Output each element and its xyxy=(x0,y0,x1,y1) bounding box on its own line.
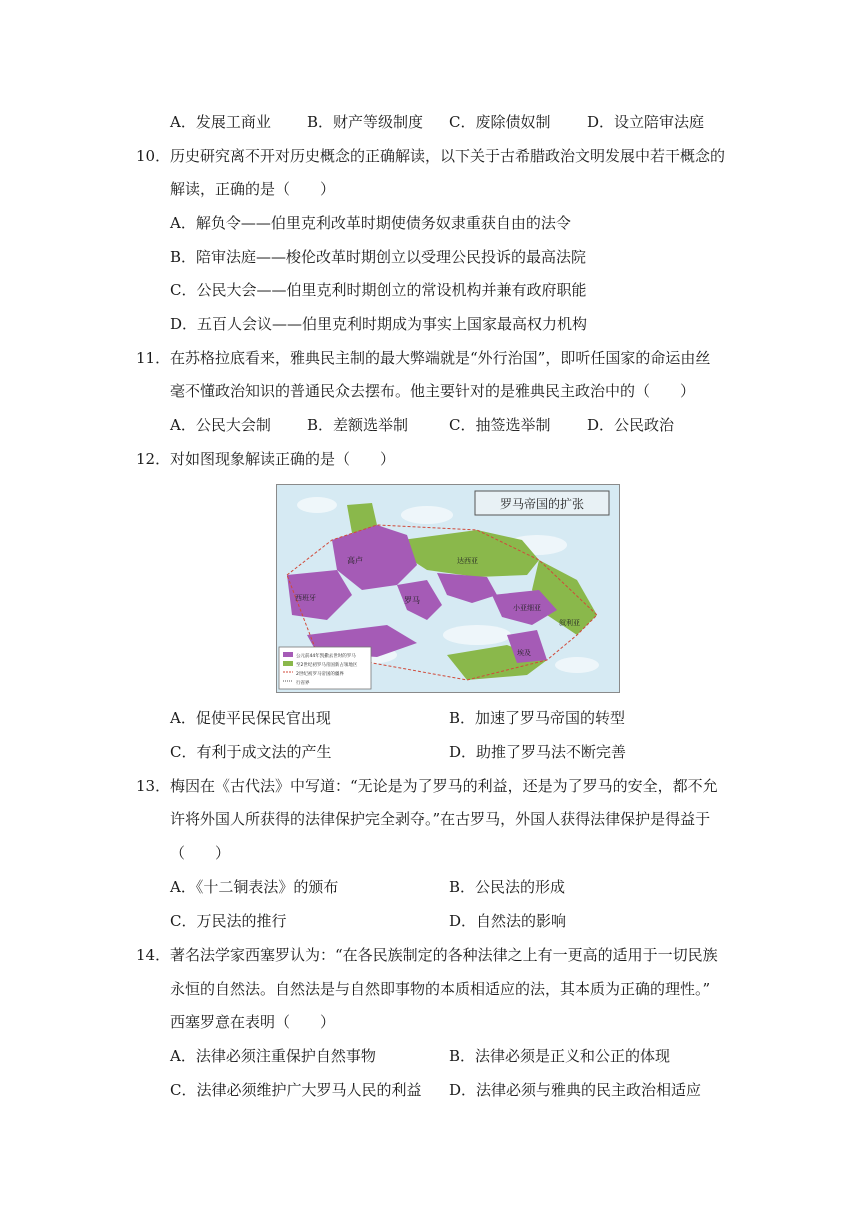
q14-number: 14． xyxy=(136,946,171,964)
map-label-gaul: 高卢 xyxy=(347,556,363,565)
q13-number: 13． xyxy=(136,777,171,795)
q12-option-a: A．促使平民保民官出现 xyxy=(170,709,331,727)
q14-stem-line2: 永恒的自然法。自然法是与自然即事物的本质相适应的法，其本质为正确的理性。” xyxy=(170,980,711,998)
q13-stem-line1: 梅因在《古代法》中写道：“无论是为了罗马的利益，还是为了罗马的安全，都不允 xyxy=(170,777,718,795)
q14-option-c: C．法律必须维护广大罗马人民的利益 xyxy=(170,1081,422,1099)
q10-stem-line1: 历史研究离不开对历史概念的正确解读，以下关于古希腊政治文明发展中若干概念的 xyxy=(170,147,726,165)
map-label-rome: 罗马 xyxy=(404,596,420,605)
q14-stem-line1: 著名法学家西塞罗认为：“在各民族制定的各种法律之上有一更高的适用于一切民族 xyxy=(170,946,718,964)
q11-option-c: C．抽签选举制 xyxy=(449,416,551,434)
q14-option-a: A．法律必须注重保护自然事物 xyxy=(170,1047,376,1065)
map-label-dacia: 达西亚 xyxy=(457,557,478,565)
q10-number: 10． xyxy=(136,147,171,165)
q10-option-c: C．公民大会——伯里克利时期创立的常设机构并兼有政府职能 xyxy=(170,281,587,299)
q10-option-a: A．解负令——伯里克利改革时期使债务奴隶重获自由的法令 xyxy=(170,214,571,232)
roman-empire-map xyxy=(276,484,620,693)
q9-option-d: D．设立陪审法庭 xyxy=(587,113,705,131)
q14-option-b: B．法律必须是正义和公正的体现 xyxy=(449,1047,671,1065)
map-legend-1: 公元前44年凯撒去世时的罗马 xyxy=(296,654,356,659)
q9-option-c: C．废除债奴制 xyxy=(449,113,551,131)
map-legend-4: 行省界 xyxy=(296,681,310,686)
q11-option-a: A．公民大会制 xyxy=(170,416,271,434)
map-title: 罗马帝国的扩张 xyxy=(499,497,585,511)
q10-stem-line2: 解读，正确的是（ ） xyxy=(170,180,336,198)
q12-option-b: B．加速了罗马帝国的转型 xyxy=(449,709,626,727)
q13-option-b: B．公民法的形成 xyxy=(449,878,566,896)
q12-number: 12． xyxy=(136,450,171,468)
q13-option-c: C．万民法的推行 xyxy=(170,912,287,930)
q13-option-a: A．《十二铜表法》的颁布 xyxy=(170,878,339,896)
q11-stem-line2: 毫不懂政治知识的普通民众去摆布。他主要针对的是雅典民主政治中的（ ） xyxy=(170,382,696,400)
q9-option-a: A．发展工商业 xyxy=(170,113,271,131)
q13-stem-line3: （ ） xyxy=(170,844,231,862)
q10-option-b: B．陪审法庭——梭伦改革时期创立以受理公民投诉的最高法院 xyxy=(170,248,587,266)
q11-option-d: D．公民政治 xyxy=(587,416,675,434)
q9-option-b: B．财产等级制度 xyxy=(307,113,424,131)
q11-number: 11． xyxy=(136,349,171,367)
q14-stem-line3: 西塞罗意在表明（ ） xyxy=(170,1013,336,1031)
map-label-syria: 叙利亚 xyxy=(559,619,580,627)
q12-option-d: D．助推了罗马法不断完善 xyxy=(449,743,627,761)
map-legend-2: 至2世纪初罗马帝国新占领地区 xyxy=(296,663,358,668)
map-label-egypt: 埃及 xyxy=(517,649,531,657)
map-label-asia-minor: 小亚细亚 xyxy=(513,604,541,612)
q12-option-c: C．有利于成文法的产生 xyxy=(170,743,332,761)
q12-stem-line1: 对如图现象解读正确的是（ ） xyxy=(170,450,396,468)
q11-option-b: B．差额选举制 xyxy=(307,416,409,434)
map-legend-3: 2世纪初罗马帝国的疆界 xyxy=(296,672,344,677)
q14-option-d: D．法律必须与雅典的民主政治相适应 xyxy=(449,1081,702,1099)
q10-option-d: D．五百人会议——伯里克利时期成为事实上国家最高权力机构 xyxy=(170,315,588,333)
map-label-spain: 西班牙 xyxy=(295,594,316,602)
q13-stem-line2: 许将外国人所获得的法律保护完全剥夺。”在古罗马，外国人获得法律保护是得益于 xyxy=(170,810,711,828)
q11-stem-line1: 在苏格拉底看来，雅典民主制的最大弊端就是“外行治国”，即听任国家的命运由丝 xyxy=(170,349,711,367)
q13-option-d: D．自然法的影响 xyxy=(449,912,567,930)
